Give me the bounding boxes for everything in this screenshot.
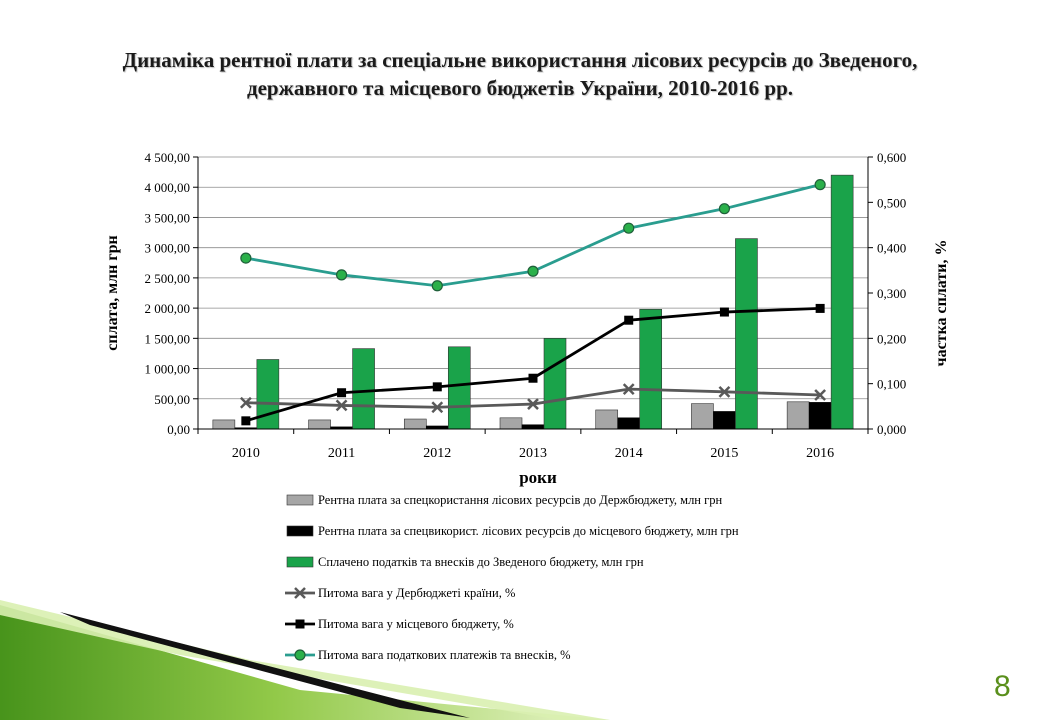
bar-2016-s3 — [831, 175, 853, 429]
bar-2013-s2 — [522, 425, 544, 429]
bar-2014-s1 — [596, 410, 618, 429]
bar-2012-s3 — [448, 347, 470, 429]
legend-swatch — [287, 526, 313, 536]
bar-2015-s2 — [713, 411, 735, 429]
bar-2010-s1 — [213, 420, 235, 429]
bar-2010-s3 — [257, 359, 279, 429]
point-2012-line3 — [432, 281, 442, 291]
legend-marker — [295, 650, 305, 660]
x-tick-label: 2015 — [710, 446, 739, 461]
bar-2015-s1 — [691, 404, 713, 429]
point-2010-line2 — [241, 416, 250, 425]
y-tick-label: 0,00 — [167, 422, 190, 437]
y-tick-label: 2 000,00 — [144, 301, 190, 317]
point-2014-line3 — [624, 223, 634, 233]
x-tick-label: 2011 — [327, 446, 356, 461]
bar-2011-s3 — [353, 349, 375, 429]
y-tick-label: 3 500,00 — [144, 210, 190, 226]
bar-2012-s1 — [404, 419, 426, 429]
x-axis-title: роки — [519, 468, 557, 487]
y2-tick-label: 0,300 — [877, 286, 907, 301]
legend-swatch — [287, 557, 313, 567]
point-2011-line3 — [337, 270, 347, 280]
legend-label: Питома вага податкових платежів та внесків, % — [318, 648, 571, 662]
y-axis-title: сплата, млн грн — [104, 235, 121, 351]
y-tick-label: 3 000,00 — [144, 240, 190, 256]
y2-tick-label: 0,200 — [877, 331, 907, 347]
y2-tick-label: 0,000 — [877, 422, 907, 437]
y-tick-label: 500,00 — [154, 391, 190, 407]
point-2016-line3 — [815, 180, 825, 190]
y-tick-label: 1 000,00 — [144, 361, 190, 377]
bar-2013-s1 — [500, 418, 522, 429]
point-2010-line3 — [241, 253, 251, 263]
point-2016-line2 — [816, 304, 825, 313]
point-2015-line3 — [719, 204, 729, 214]
slide-title-line-2: державного та місцевого бюджетів України, 2010-2016 рр. — [246, 76, 794, 100]
bar-2016-s1 — [787, 402, 809, 429]
page-number: 8 — [994, 670, 1011, 703]
legend-marker — [296, 620, 305, 629]
legend-label: Сплачено податків та внесків до Зведеного бюджету, млн грн — [318, 555, 644, 569]
y-tick-label: 2 500,00 — [144, 270, 190, 286]
y2-tick-label: 0,400 — [877, 240, 907, 256]
point-2014-line2 — [624, 316, 633, 325]
legend-label: Рентна плата за спецкористання лісових ресурсів до Держбюджету, млн грн — [318, 493, 723, 507]
y2-axis-title: частка сплати, % — [933, 239, 950, 367]
point-2015-line2 — [720, 308, 729, 317]
bar-2011-s1 — [309, 420, 331, 429]
legend-label: Питома вага у Дербюджеті країни, % — [318, 586, 516, 600]
y2-tick-label: 0,600 — [877, 150, 907, 165]
y2-tick-label: 0,500 — [877, 195, 907, 211]
legend-label: Питома вага у місцевого бюджету, % — [318, 617, 514, 631]
point-2011-line2 — [337, 388, 346, 397]
point-2013-line2 — [529, 374, 538, 383]
y-tick-label: 1 500,00 — [144, 331, 190, 347]
y-tick-label: 4 000,00 — [144, 180, 190, 196]
legend-swatch — [287, 495, 313, 505]
x-tick-label: 2014 — [614, 446, 643, 461]
bar-2014-s3 — [640, 309, 662, 429]
point-2012-line2 — [433, 382, 442, 391]
bar-2014-s2 — [618, 418, 640, 429]
x-tick-label: 2012 — [423, 446, 452, 461]
bar-2013-s3 — [544, 338, 566, 429]
bar-2016-s2 — [809, 402, 831, 429]
y-tick-label: 4 500,00 — [144, 150, 190, 165]
slide-title-line-1: Динаміка рентної плати за спеціальне використання лісових ресурсів до Зведеного, — [122, 48, 918, 72]
y2-tick-label: 0,100 — [877, 376, 907, 392]
legend-label: Рентна плата за спецвикорист. лісових ресурсів до місцевого бюджету, млн грн — [318, 524, 739, 538]
x-tick-label: 2016 — [806, 446, 835, 461]
point-2013-line3 — [528, 266, 538, 276]
bar-2015-s3 — [735, 239, 757, 429]
x-tick-label: 2013 — [519, 446, 547, 461]
x-tick-label: 2010 — [231, 446, 260, 461]
